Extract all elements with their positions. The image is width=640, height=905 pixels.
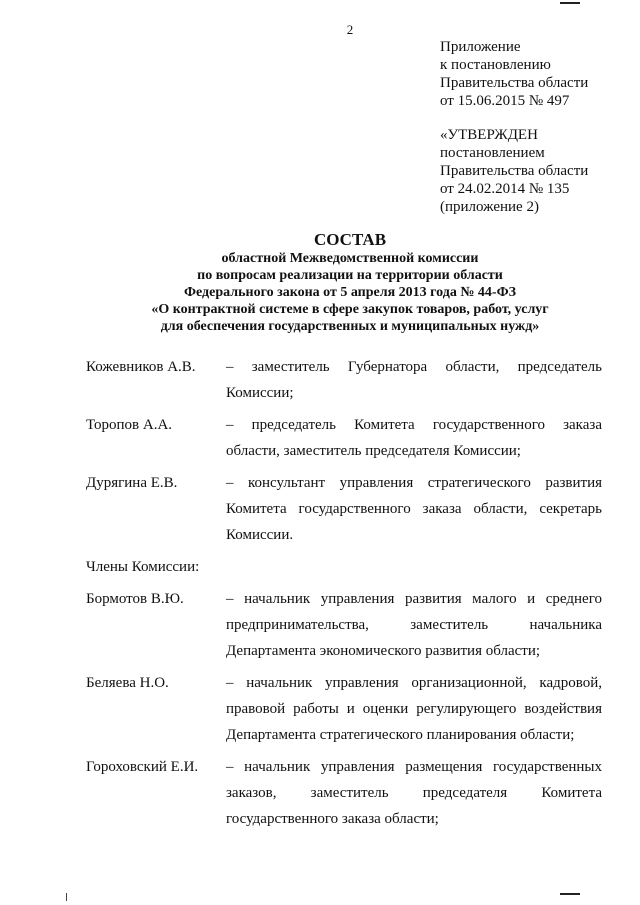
scan-mark-bottom [560,893,580,895]
member-name: Кожевников А.В. [86,359,196,375]
approval-line: (приложение 2) [440,199,539,215]
member-name: Бормотов В.Ю. [86,591,184,607]
member-role: – консультант управления стратегического развития Комитета государственного заказа области, секретарь Комиссии. [226,475,602,543]
scan-tick-left [66,893,67,901]
title-line: «О контрактной системе в сфере закупок товаров, работ, услуг [151,302,549,317]
title-line: областной Межведомственной комиссии [221,251,479,266]
member-row [86,412,602,464]
member-row [86,754,602,832]
member-role: – начальник управления развития малого и среднего предпринимательства, заместитель начальника Департамента экономического развития области; [226,591,602,659]
approval-line: «УТВЕРЖДЕН [440,127,538,143]
approval-block [440,126,588,216]
appendix-line: Приложение [440,39,521,55]
member-row [86,354,602,406]
member-name: Торопов А.А. [86,417,173,433]
member-row [86,670,602,748]
member-name: Гороховский Е.И. [86,759,199,775]
appendix-block [440,38,588,110]
title-line: для обеспечения государственных и муниципальных нужд» [160,319,540,334]
title-line: по вопросам реализации на территории области [197,268,503,283]
member-role: – заместитель Губернатора области, председатель Комиссии; [226,359,602,401]
member-name: Беляева Н.О. [86,675,169,691]
approval-line: от 24.02.2014 № 135 [440,181,570,197]
approval-line: Правительства области [440,163,589,179]
page-number: 2 [346,22,354,37]
title-main: СОСТАВ [313,230,387,249]
scan-mark-top [560,2,580,4]
member-row [86,586,602,664]
member-role: – начальник управления организационной, кадровой, правовой работы и оценки регулирующего воздействия Департамента стратегического планирования области; [226,675,602,743]
member-role: – начальник управления размещения государственных заказов, заместитель председателя Комитета государственного заказа области; [226,759,602,827]
member-name: Дурягина Е.В. [86,475,178,491]
appendix-line: к постановлению [440,57,551,73]
member-role: – председатель Комитета государственного заказа области, заместитель председателя Комиссии; [226,417,602,459]
members-list [86,354,602,832]
appendix-line: от 15.06.2015 № 497 [440,93,570,109]
member-row [86,470,602,548]
document-title [0,230,640,335]
appendix-line: Правительства области [440,75,589,91]
approval-line: постановлением [440,145,545,161]
title-line: Федерального закона от 5 апреля 2013 года № 44-ФЗ [183,285,516,300]
section-label: Члены Комиссии: [86,559,200,575]
